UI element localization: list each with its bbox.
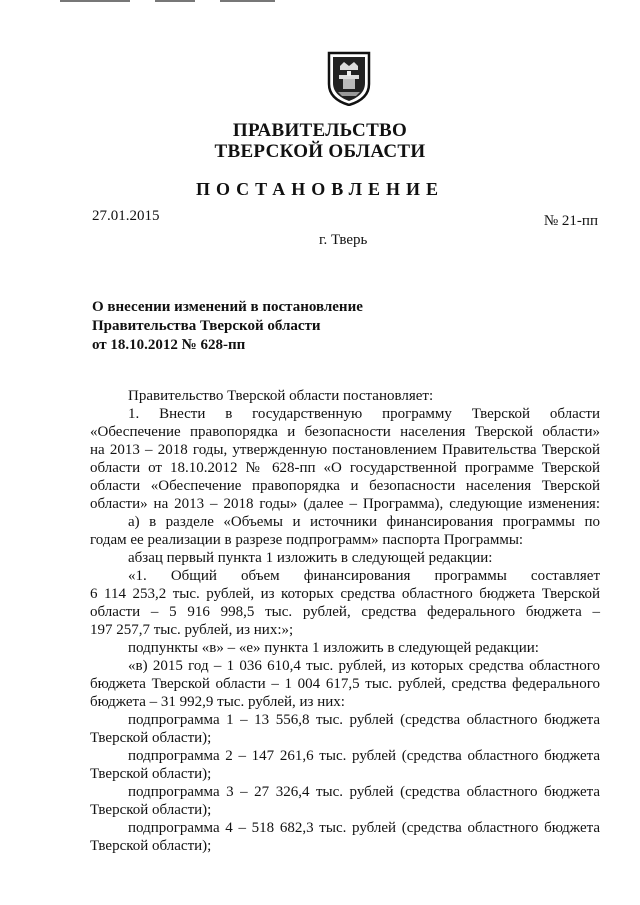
document-type: ПОСТАНОВЛЕНИЕ: [195, 179, 445, 199]
document-subject: [92, 298, 363, 355]
coat-of-arms-emblem: [326, 50, 372, 106]
document-date: 27.01.2015: [92, 208, 160, 224]
subject-line: О внесении изменений в постановление: [92, 299, 363, 315]
body-paragraph: 1. Внести в государственную программу Тверской области «Обеспечение правопорядка и безопасности населения Тверской области» на 2013 – 2018 годы, утвержденную постановлением Правительства Тверской области от 18.10.2012 № 628-пп «О государственной программе Тверской области «Обеспечение правопорядка и безопасности населения Тверской области» на 2013 – 2018 годы» (далее – Программа), следующие изменения:: [90, 406, 600, 512]
subject-line: Правительства Тверской области: [92, 318, 321, 334]
subject-line: от 18.10.2012 № 628-пп: [92, 337, 246, 353]
subprogram-item: подпрограмма 4 – 518 682,3 тыс. рублей (средства областного бюджета Тверской области);: [90, 820, 600, 854]
subprogram-item: подпрограмма 2 – 147 261,6 тыс. рублей (средства областного бюджета Тверской области);: [90, 748, 600, 782]
subprogram-item: подпрограмма 3 – 27 326,4 тыс. рублей (средства областного бюджета Тверской области);: [90, 784, 600, 818]
body-paragraph: а) в разделе «Объемы и источники финансирования программы по годам ее реализации в разрезе подпрограмм» паспорта Программы:: [90, 514, 600, 548]
subprogram-item: подпрограмма 1 – 13 556,8 тыс. рублей (средства областного бюджета Тверской области);: [90, 712, 600, 746]
body-paragraph: абзац первый пункта 1 изложить в следующей редакции:: [128, 550, 493, 566]
scan-artifact: [60, 0, 280, 3]
body-paragraph: Правительство Тверской области постановляет:: [128, 388, 434, 404]
body-paragraph: подпункты «в» – «е» пункта 1 изложить в следующей редакции:: [128, 640, 539, 656]
document-body: [90, 387, 600, 855]
government-title-line2: ТВЕРСКОЙ ОБЛАСТИ: [214, 141, 426, 162]
body-paragraph: «1. Общий объем финансирования программы составляет 6 114 253,2 тыс. рублей, из которых средства областного бюджета Тверской области – 5 916 998,5 тыс. рублей, средства федерального бюджета – 197 257,7 тыс. рублей, из них:»;: [90, 568, 600, 638]
government-title-line1: ПРАВИТЕЛЬСТВО: [232, 120, 408, 141]
document-number: № 21-пп: [543, 213, 598, 229]
body-paragraph: «в) 2015 год – 1 036 610,4 тыс. рублей, из которых средства областного бюджета Тверской области – 1 004 617,5 тыс. рублей, средства федерального бюджета – 31 992,9 тыс. рублей, из них:: [90, 658, 600, 710]
document-city: г. Тверь: [319, 232, 368, 248]
